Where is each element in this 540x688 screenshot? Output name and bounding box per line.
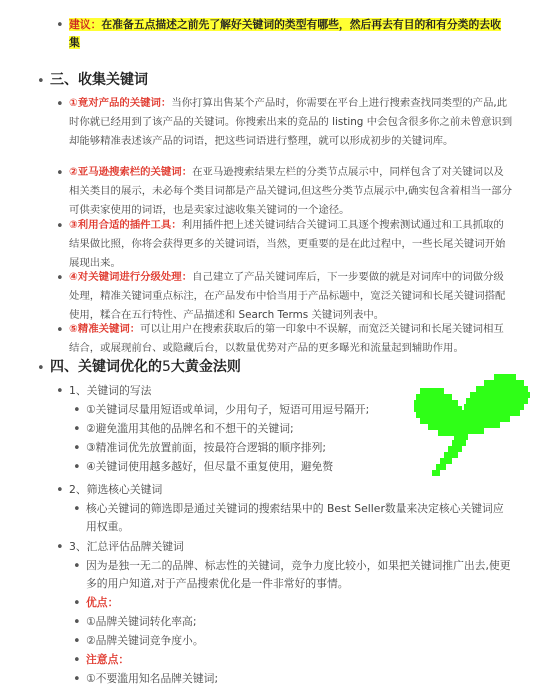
bullet-dot: • [56,18,64,33]
sub2-title: 2、筛选核心关键词 [69,483,163,496]
bullet-dot: • [56,384,64,399]
section4-heading [50,357,241,377]
bullet-dot: • [37,74,45,89]
item-text: 在亚马逊搜索结果左栏的分类节点展示中，同样包含了对关键词以及相关类目的展示，未必每个类目词都是产品关键词,但这些分类节点展示中,确实包含着相当一部分可供卖家使用的词语，也是卖家过滤收集关键词的一个途径。 [69,166,513,216]
cons-label: 注意点： [86,653,130,666]
bullet-dot: • [73,502,81,517]
item-label: ①竟对产品的关键词： [69,97,172,109]
section4-heading-part1: 四、关键词优化的 [50,359,162,375]
section4-heading-number: 5 [162,359,171,375]
section3-item-5 [69,320,513,358]
bullet-dot: • [73,653,81,668]
item-label: ⑤精准关键词： [69,323,141,335]
pros-label: 优点： [86,596,119,609]
pros-item: ②品牌关键词竞争度小。 [86,634,204,647]
pros-item: ①品牌关键词转化率高; [86,615,197,628]
bullet-dot: • [73,460,81,475]
sub3-text: 因为是独一无二的品牌、标志性的关键词，竞争力度比较小，如果把关键词推广出去,使更多的用户知道,对于产品搜索优化是一件非常好的事情。 [86,559,511,590]
item-label: ③利用合适的插件工具： [69,219,182,231]
cons-item: ①不要滥用知名品牌关键词; [86,672,219,685]
pixel-sprout-icon [414,374,530,484]
item-text: 自己建立了产品关键词库后，下一步要做的就是对词库中的词做分级处理，精准关键词重点标注，在产品发布中恰当用于产品标题中，宽泛关键词和长尾关键词搭配使用，糅合在五行特性、产品描述和 Search Terms 关键词列表中。 [69,271,506,321]
tip-label: 建议： [69,18,102,31]
bullet-dot: • [56,483,64,498]
bullet-dot: • [56,166,64,181]
bullet-dot: • [73,559,81,574]
tip-paragraph [69,16,509,52]
sub1-item: ③精准词优先放置前面，按最符合逻辑的顺序排列; [86,441,327,454]
sub1-title: 1、关键词的写法 [69,384,152,397]
bullet-dot: • [56,271,64,286]
bullet-dot: • [37,361,45,376]
section3-item-2 [69,163,513,220]
item-label: ②亚马逊搜索栏的关键词： [69,166,193,178]
bullet-dot: • [73,596,81,611]
section3-item-4 [69,268,513,325]
sub1-item: ④关键词使用越多越好，但尽量不重复使用，避免赘 [86,460,334,473]
sub3-title: 3、汇总评估品牌关键词 [69,540,184,553]
bullet-dot: • [56,323,64,338]
tip-text: 在准备五点描述之前先了解好关键词的类型有哪些，然后再去有目的和有分类的去收集 [69,18,501,49]
bullet-dot: • [73,615,81,630]
section3-heading: 三、收集关键词 [50,72,148,88]
sub2-text: 核心关键词的筛选即是通过关键词的搜索结果中的 Best Seller数量来决定核心关键词应用权重。 [86,502,504,533]
item-label: ④对关键词进行分级处理： [69,271,193,283]
bullet-dot: • [73,672,81,687]
section4-heading-part2: 大黄金法则 [170,359,241,375]
item-text: 可以让用户在搜索获取后的第一印象中不误解，而宽泛关键词和长尾关键词相互结合，或展现前台、或隐藏后台，以数量优势对产品的更多曝光和流量起到辅助作用。 [69,323,504,354]
item-text: 利用插件把上述关键词结合关键词工具逐个搜索测试通过和工具抓取的结果做比照，你将会获得更多的关键词语，当然，更重要的是在此过程中，一些长尾关键词开始展现出来。 [69,219,506,269]
sub1-item: ①关键词尽量用短语或单词，少用句子，短语可用逗号隔开; [86,403,370,416]
section3-item-3 [69,216,513,273]
sprout-shape [414,374,530,476]
section3-item-1 [69,94,513,151]
bullet-dot: • [56,219,64,234]
item-text: 当你打算出售某个产品时，你需要在平台上进行搜索查找同类型的产品,此时你就已经用到了该产品的关键词。你搜索出来的竞品的 listing 中会包含很多你之前未曾意识到却能够精准表述该产品的词语，把这些词语进行整理，就可以形成初步的关键词库。 [69,97,513,147]
bullet-dot: • [73,422,81,437]
bullet-dot: • [56,540,64,555]
sub1-item: ②避免滥用其他的品牌名和不想干的关键词; [86,422,294,435]
bullet-dot: • [73,441,81,456]
bullet-dot: • [56,97,64,112]
bullet-dot: • [73,634,81,649]
bullet-dot: • [73,403,81,418]
